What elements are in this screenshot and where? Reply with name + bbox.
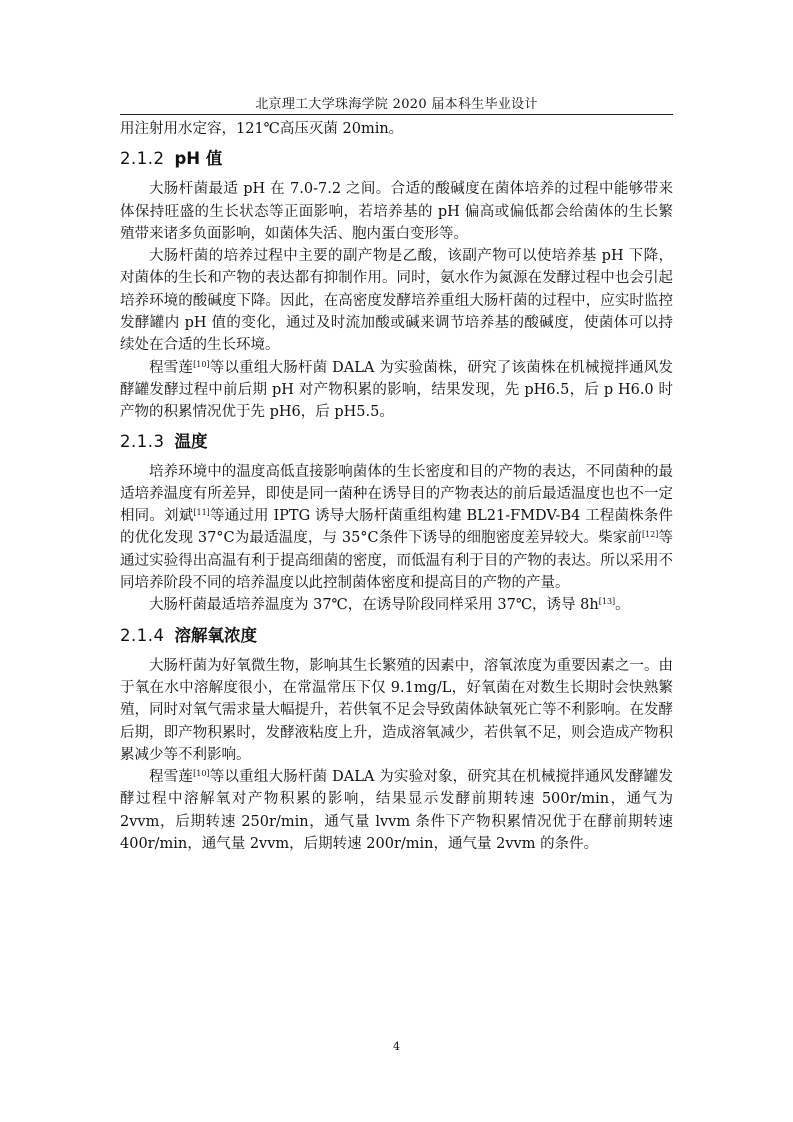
section-title: pH 值 <box>174 149 223 169</box>
citation: [10] <box>193 359 210 369</box>
paragraph <box>120 594 673 616</box>
section-heading-dissolved-oxygen <box>120 625 673 647</box>
paragraph: 大肠杆菌为好氧微生物，影响其生长繁殖的因素中，溶氧浓度为重要因素之一。由于氧在水中溶解度很小，在常温常压下仅 9.1mg/L，好氧菌在对数生长期时会快熟繁殖，同时对氧气需求量大幅提升，若供氧不足会导致菌体缺氧死亡等不利影响。在发酵后期，即产物积累时，发酵液粘度上升，造成溶氧减少，若供氧不足，则会造成产物积累减少等不利影响。 <box>120 657 673 763</box>
paragraph <box>120 357 673 424</box>
section-heading-ph <box>120 148 673 170</box>
text-run: 等以重组大肠杆菌 DALA 为实验菌株，研究了该菌株在机械搅拌通风发酵罐发酵过程中前后期 pH 对产物积累的影响，结果发现，先 pH6.5，后 p H6.0 时产物的积累情况优于先 pH6，后 pH5.5。 <box>120 359 673 421</box>
citation: [10] <box>193 769 210 779</box>
text-run: 大肠杆菌最适培养温度为 37℃，在诱导阶段同样采用 37℃，诱导 8h <box>149 597 599 614</box>
text-run: 培养环境中的温度高低直接影响菌体的生长密度和目的产物的表达，不同菌种的最适培养温度有所差异，即使是同一菌种在诱导目的产物表达的前后最适温度也也不一定相同。刘斌 <box>120 463 673 525</box>
text-run: 等以重组大肠杆菌 DALA 为实验对象，研究其在机械搅拌通风发酵罐发酵过程中溶解氧对产物积累的影响，结果显示发酵前期转速 500r/min，通气为 2vvm，后期转速 250r/min，通气量 lvvm 条件下产物积累情况优于在酵前期转速 400r/min，通气量 2vvm，后期转速 200r/min，通气量 2vvm 的条件。 <box>120 769 673 853</box>
citation: [11] <box>193 508 210 518</box>
section-number: 2.1.3 <box>120 431 165 451</box>
section-heading-temperature <box>120 431 673 453</box>
text-run: 程雪莲 <box>149 359 194 376</box>
citation: [12] <box>641 530 659 540</box>
section-number: 2.1.2 <box>120 149 165 169</box>
text-run: 程雪莲 <box>149 769 194 786</box>
section-number: 2.1.4 <box>120 625 165 645</box>
paragraph <box>120 766 673 855</box>
text-run: 等通过用 IPTG 诱导大肠杆菌重组构建 BL21-FMDV-B4 工程菌株条件的优化发现 37°C为最适温度，与 35°C条件下诱导的细胞密度差异较大。柴家前 <box>120 508 673 547</box>
text-run: 等通过实验得出高温有利于提高细菌的密度，而低温有利于目的产物的表达。所以采用不同培养阶段不同的培养温度以此控制菌体密度和提高目的产物的产量。 <box>120 530 673 592</box>
citation: [13] <box>598 597 616 607</box>
body-content <box>120 118 673 855</box>
page-number: 4 <box>393 1040 400 1053</box>
paragraph <box>120 461 673 595</box>
paragraph: 大肠杆菌的培养过程中主要的副产物是乙酸，该副产物可以使培养基 pH 下降，对菌体的生长和产物的表达都有抑制作用。同时，氨水作为氮源在发酵过程中也会引起培养环境的酸碱度下降。因此，在高密度发酵培养重组大肠杆菌的过程中，应实时监控发酵罐内 pH 值的变化，通过及时流加酸或碱来调节培养基的酸碱度，使菌体可以持续处在合适的生长环境。 <box>120 248 673 354</box>
section-title: 温度 <box>174 431 208 451</box>
paragraph: 大肠杆菌最适 pH 在 7.0-7.2 之间。合适的酸碱度在菌体培养的过程中能够带来体保持旺盛的生长状态等正面影响，若培养基的 pH 偏高或偏低都会给菌体的生长繁殖带来诸多负面影响，如菌体失活、胞内蛋白变形等。 <box>120 181 673 242</box>
section-title: 溶解氧浓度 <box>174 625 257 645</box>
running-header: 北京理工大学珠海学院 2020 届本科生毕业设计 <box>255 97 538 112</box>
text-run: 。 <box>615 597 630 614</box>
intro-line: 用注射用水定容，121℃高压灭菌 20min。 <box>120 121 404 137</box>
header-rule <box>120 114 673 115</box>
